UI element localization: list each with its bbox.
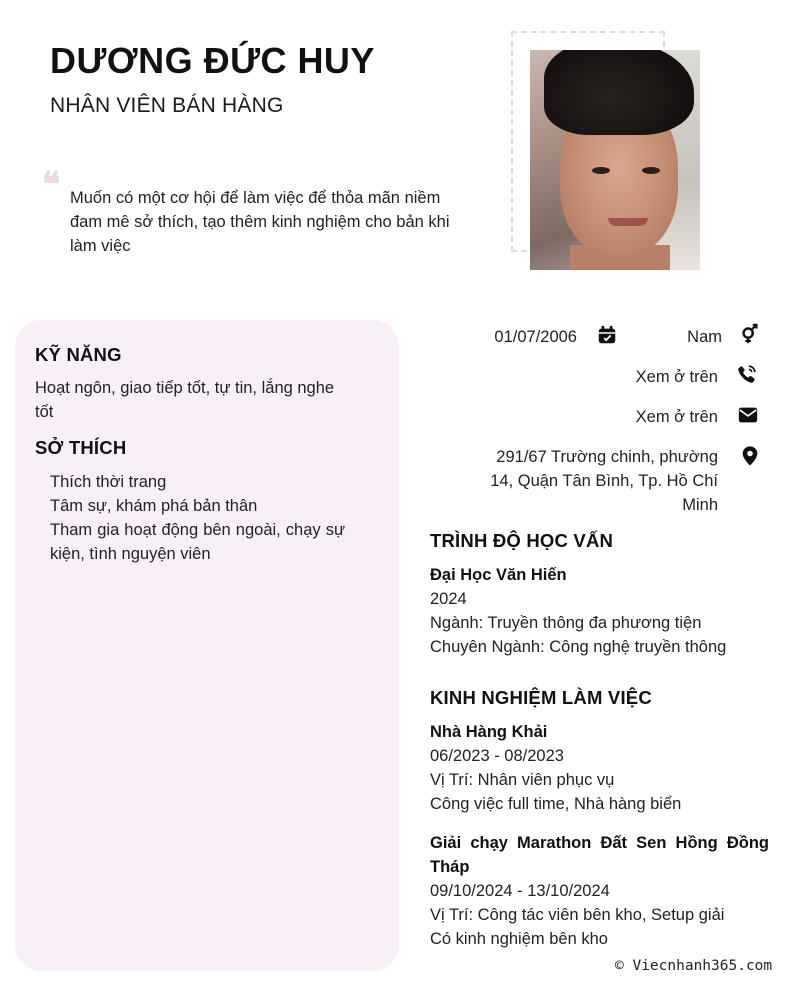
education-title: TRÌNH ĐỘ HỌC VẤN: [430, 530, 614, 551]
school-name: Đại Học Văn Hiến: [430, 566, 567, 584]
hobbies-title: SỞ THÍCH: [35, 437, 127, 458]
hobby-item: Tham gia hoạt động bên ngoài, chạy sự kiện, tình nguyện viên: [50, 521, 345, 563]
company-name: Nhà Hàng Khải: [430, 723, 548, 741]
work-role: Vị Trí: Nhân viên phục vụ: [430, 771, 615, 789]
profile-photo: [530, 50, 700, 270]
gender: Nam: [687, 328, 722, 346]
job-position: NHÂN VIÊN BÁN HÀNG: [50, 94, 284, 117]
skills-title: KỸ NĂNG: [35, 344, 122, 365]
hobby-item: Tâm sự, khám phá bản thân: [50, 497, 258, 515]
experience-entry: [430, 831, 769, 951]
career-objective: Muốn có một cơ hội để làm việc để thỏa mãn niềm đam mê sở thích, tạo thêm kinh nghiệm cho bản khi làm việc: [70, 189, 450, 255]
calendar-icon: [596, 324, 618, 346]
hobby-item: Thích thời trang: [50, 473, 167, 491]
candidate-name: DƯƠNG ĐỨC HUY: [50, 40, 375, 81]
gender-icon: [739, 323, 761, 345]
copyright-footer: © Viecnhanh365.com: [615, 958, 773, 974]
work-description: Công việc full time, Nhà hàng biển: [430, 795, 682, 813]
phone-icon: [736, 363, 758, 385]
graduation-year: 2024: [430, 590, 467, 608]
quote-icon: ❝: [42, 165, 61, 205]
hobbies-list: [50, 470, 345, 566]
education-entry: [430, 563, 769, 659]
experience-title: KINH NGHIỆM LÀM VIỆC: [430, 687, 652, 708]
work-period: 09/10/2024 - 13/10/2024: [430, 882, 610, 900]
work-period: 06/2023 - 08/2023: [430, 747, 564, 765]
work-role: Vị Trí: Công tác viên bên kho, Setup giải: [430, 906, 725, 924]
email-icon: [737, 404, 759, 426]
work-description: Có kinh nghiệm bên kho: [430, 930, 608, 948]
specialization: Chuyên Ngành: Công nghệ truyền thông: [430, 638, 727, 656]
address: 291/67 Trường chinh, phường 14, Quận Tân Bình, Tp. Hồ Chí Minh: [490, 448, 718, 514]
skills-text: Hoạt ngôn, giao tiếp tốt, tự tin, lắng nghe tốt: [35, 379, 335, 421]
major: Ngành: Truyền thông đa phương tiện: [430, 614, 702, 632]
date-of-birth: 01/07/2006: [494, 328, 577, 346]
location-icon: [739, 445, 761, 467]
experience-entry: [430, 720, 769, 816]
phone-number: Xem ở trên: [635, 368, 718, 386]
email: Xem ở trên: [635, 408, 718, 426]
company-name: Giải chạy Marathon Đất Sen Hồng Đồng Tháp: [430, 834, 769, 876]
